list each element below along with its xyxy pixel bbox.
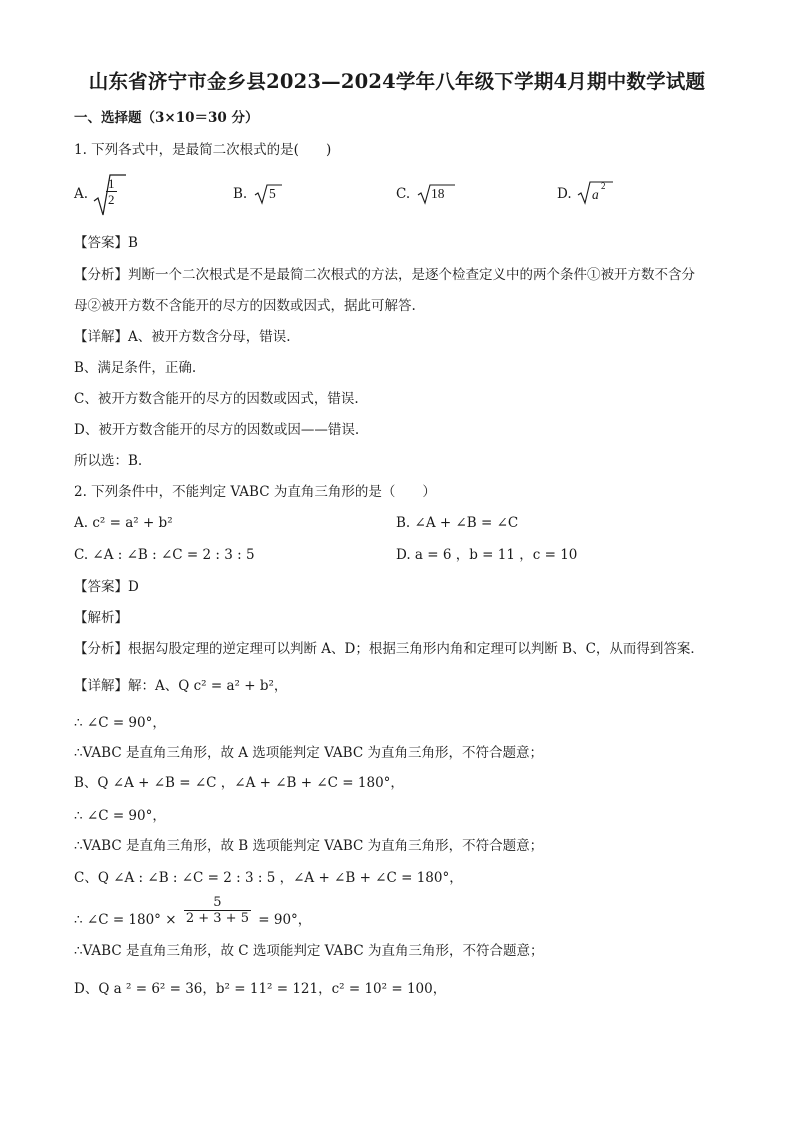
q2-detail-c-3: ∴VABC 是直角三角形，故 C 选项能判定 VABC 为直角三角形，不符合题意； (74, 943, 544, 959)
q1-detail-b: B、满足条件，正确. (74, 360, 197, 376)
q2-detail-b-2: ∴ ∠C = 90°， (74, 808, 166, 824)
q2-answer: 【答案】D (74, 579, 139, 595)
q2-detail-b-3: ∴VABC 是直角三角形，故 B 选项能判定 VABC 为直角三角形，不符合题意； (74, 838, 544, 854)
fraction: $\frac{5}{2 + 3 + 5}$ (185, 895, 249, 926)
q1-option-b: B. 5 (233, 186, 247, 202)
q2-detail-a-3: ∴VABC 是直角三角形，故 A 选项能判定 VABC 为直角三角形，不符合题意； (74, 745, 543, 761)
question-2-stem: 2. 下列条件中，不能判定 VABC 为直角三角形的是（ ） (74, 484, 436, 500)
q2-detail-a-1: 【详解】解：A、Q c² = a² + b²， (74, 678, 288, 694)
q2-option-d: D. a = 6 ，b = 11 ，c = 10 (396, 547, 578, 563)
q2-detail-d-1: D、Q a ² = 6² = 36，b² = 11² = 121，c² = 10² = 100， (74, 981, 447, 997)
q2-detail-b-1: B、Q ∠A + ∠B = ∠C ，∠A + ∠B + ∠C = 180°， (74, 775, 404, 791)
section-heading: 一、选择题（3×10＝30 分） (74, 110, 259, 126)
q2-option-c: C. ∠A : ∠B : ∠C = 2 : 3 : 5 (74, 547, 255, 563)
q1-analysis-line-2: 母②被开方数不含能开的尽方的因数或因式，据此可解答. (74, 298, 416, 314)
q2-option-b: B. ∠A + ∠B = ∠C (396, 515, 519, 531)
q2-detail-a-2: ∴ ∠C = 90°， (74, 715, 166, 731)
q1-option-d: D. a 2 (557, 186, 572, 202)
q1-answer: 【答案】B (74, 235, 138, 251)
q1-option-d-label: D. (557, 186, 572, 202)
page-title: 山东省济宁市金乡县2023—2024学年八年级下学期4月期中数学试题 (88, 70, 706, 93)
q1-option-a-fraction: $\frac{1}{2}$ (108, 176, 115, 207)
question-1-stem: 1. 下列各式中，是最简二次根式的是( ) (74, 142, 332, 158)
q2-analysis: 【分析】根据勾股定理的逆定理可以判断 A、D；根据三角形内角和定理可以判断 B、C，从而得到答案． (74, 641, 704, 657)
q1-option-c-label: C. (396, 186, 411, 202)
q2-detail-c-2: ∴ ∠C = 180° × $\frac{5}{2 + 3 + 5}$ = 90°， (74, 895, 312, 928)
q1-detail-c: C、被开方数含能开的尽方的因数或因式，错误. (74, 391, 359, 407)
q2-jiexi-heading: 【解析】 (74, 610, 128, 626)
q1-option-a-label: A. (74, 186, 89, 202)
q1-analysis-line-1: 【分析】判断一个二次根式是不是最简二次根式的方法，是逐个检查定义中的两个条件①被开方数不含分 (74, 267, 695, 283)
q1-detail-a: 【详解】A、被开方数含分母，错误. (74, 329, 291, 345)
q2-detail-c-1: C、Q ∠A : ∠B : ∠C = 2 : 3 : 5 ，∠A + ∠B + ∠C = 180°， (74, 870, 463, 886)
q1-option-b-label: B. (233, 186, 248, 202)
q2-option-a: A. c² = a² + b² (74, 515, 173, 531)
q1-detail-d: D、被开方数含能开的尽方的因数或因——错误. (74, 422, 360, 438)
q1-conclusion: 所以选：B. (74, 453, 143, 469)
q1-option-c: C. 18 (396, 186, 410, 202)
q1-option-a (74, 176, 115, 207)
